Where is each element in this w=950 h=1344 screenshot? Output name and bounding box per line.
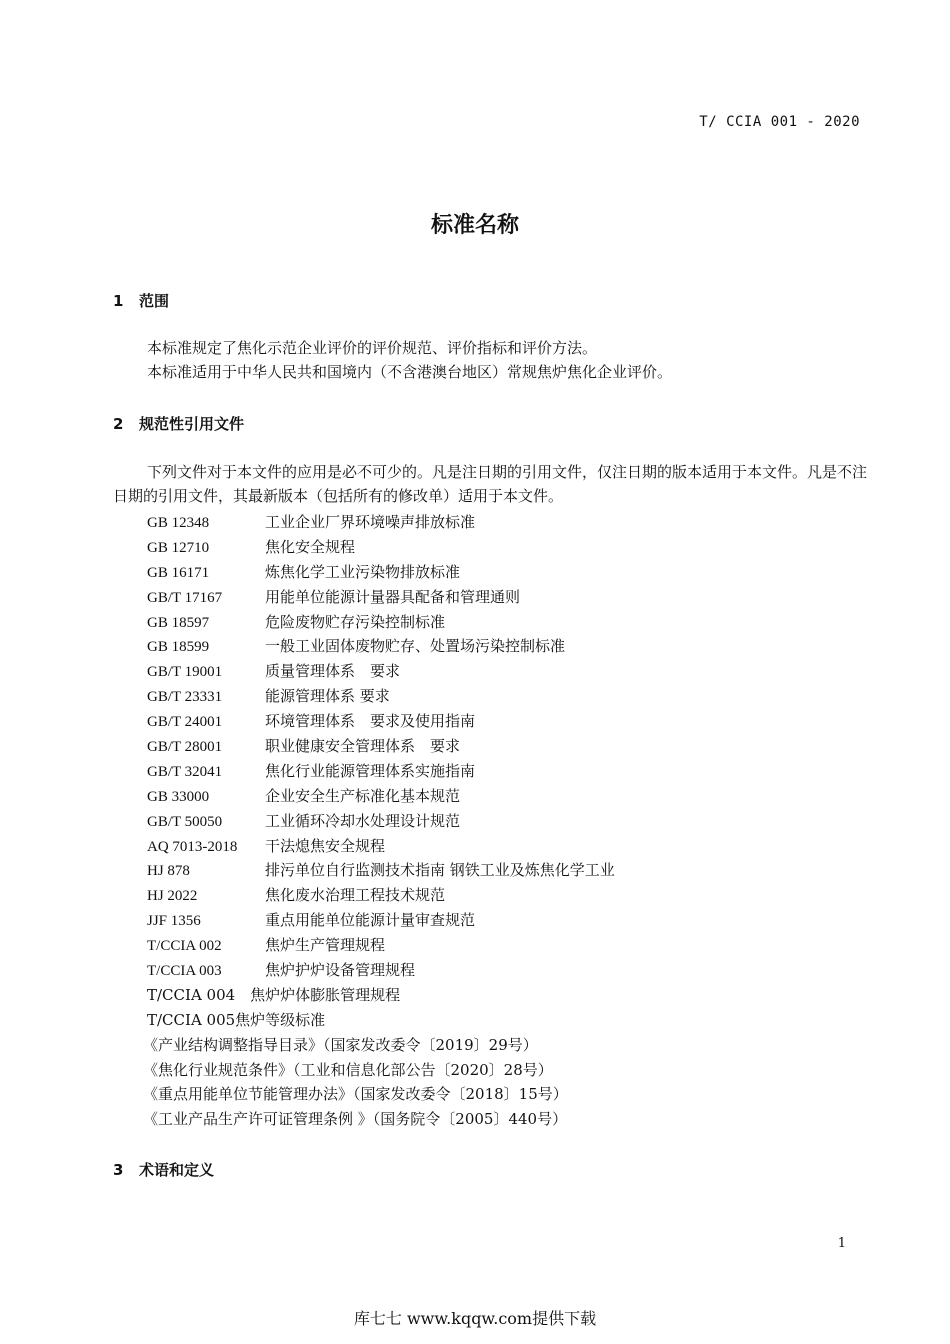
ref-code: GB 12348 [147,515,210,531]
list-item [147,958,615,983]
list-item: T/CCIA 005焦炉等级标准 [147,1010,326,1029]
ref-title: 焦化行业能源管理体系实施指南 [265,761,476,780]
ref-code: JJF 1356 [147,913,201,930]
section-title: 规范性引用文件 [139,415,245,433]
list-item [147,510,615,535]
section-number: 2 [113,415,124,433]
ref-title: 职业健康安全管理体系 要求 [265,737,461,756]
list-item [147,684,615,709]
ref-code: T/CCIA 002 [147,938,222,955]
ref-title: 干法熄焦安全规程 [265,836,386,855]
section-2-heading [113,413,244,434]
regulation-item: 《重点用能单位节能管理办法》（国家发改委令〔2018〕15号） [143,1085,568,1104]
list-item [147,933,615,958]
ref-title: 工业企业厂界环境噪声排放标准 [265,513,476,531]
document-title: 标准名称 [430,213,519,238]
ref-code: HJ 878 [147,863,190,880]
ref-title: 炼焦化学工业污染物排放标准 [265,562,461,581]
download-footer: 库七七 www.kqqw.com提供下载 [353,1309,597,1328]
regulation-item: 《工业产品生产许可证管理条例 》（国务院令〔2005〕440号） [143,1110,568,1129]
ref-code: HJ 2022 [147,888,198,905]
ref-title: 危险废物贮存污染控制标准 [265,612,446,631]
section-number: 1 [113,292,124,310]
ref-title: 能源管理体系 要求 [265,687,390,706]
list-item [147,709,615,734]
regulation-item: 《焦化行业规范条件》（工业和信息化部公告〔2020〕28号） [143,1060,553,1079]
ref-title: 工业循环冷却水处理设计规范 [265,811,461,830]
ref-title: 排污单位自行监测技术指南 钢铁工业及炼焦化学工业 [265,861,615,880]
ref-title: 焦炉生产管理规程 [265,936,386,955]
ref-title: 环境管理体系 要求及使用指南 [265,712,476,731]
list-item: T/CCIA 004 焦炉炉体膨胀管理规程 [147,985,401,1004]
ref-title: 重点用能单位能源计量审查规范 [265,911,476,930]
ref-code: GB/T 23331 [147,689,223,706]
section-3-heading [113,1159,214,1180]
list-item [147,834,615,859]
ref-code: GB 33000 [147,788,210,805]
scope-paragraph: 本标准适用于中华人民共和国境内（不含港澳台地区）常规焦炉焦化企业评价。 [147,363,673,381]
ref-code: GB/T 17167 [147,589,223,606]
ref-code: T/CCIA 003 [147,963,222,980]
section-title: 范围 [139,292,170,310]
scope-paragraph: 本标准规定了焦化示范企业评价的评价规范、评价指标和评价方法。 [147,339,598,357]
ref-code: GB 16171 [147,564,210,581]
ref-code: AQ 7013-2018 [147,838,238,855]
ref-code: GB 18597 [147,614,210,631]
ref-code: GB 18599 [147,639,210,656]
reference-list [143,510,615,1132]
intro-paragraph: 下列文件对于本文件的应用是必不可少的。凡是注日期的引用文件，仅注日期的版本适用于本文件。凡是不注日期的引用文件，其最新版本（包括所有的修改单）适用于本文件。 [113,463,868,505]
ref-code: GB/T 24001 [147,714,223,731]
list-item [147,809,615,834]
ref-title: 企业安全生产标准化基本规范 [265,786,461,805]
ref-code: GB/T 19001 [147,664,223,681]
list-item [147,634,615,659]
list-item [147,784,615,809]
normative-refs-intro [113,460,869,508]
ref-code: GB/T 32041 [147,763,223,780]
ref-code: GB/T 28001 [147,739,223,756]
regulation-item: 《产业结构调整指导目录》（国家发改委令〔2019〕29号） [143,1035,538,1054]
section-title: 术语和定义 [139,1161,215,1179]
list-item [147,610,615,635]
list-item [147,585,615,610]
list-item [147,560,615,585]
list-item [147,908,615,933]
ref-title: 焦炉护炉设备管理规程 [265,961,416,980]
standard-code: T/ CCIA 001 - 2020 [699,114,860,130]
ref-title: 焦化安全规程 [265,537,356,556]
section-1-heading [113,290,169,311]
page-number: 1 [837,1236,846,1251]
ref-code: GB/T 50050 [147,813,223,830]
ref-title: 用能单位能源计量器具配备和管理通则 [265,587,521,606]
list-item [147,659,615,684]
list-item [147,759,615,784]
ref-title: 一般工业固体废物贮存、处置场污染控制标准 [265,637,566,656]
list-item [147,734,615,759]
ref-code: GB 12710 [147,539,210,556]
scope-paragraphs [113,336,863,384]
list-item [147,858,615,883]
ref-title: 质量管理体系 要求 [265,662,401,681]
section-number: 3 [113,1161,124,1179]
ref-title: 焦化废水治理工程技术规范 [265,886,446,905]
list-item [147,535,615,560]
list-item [147,883,615,908]
